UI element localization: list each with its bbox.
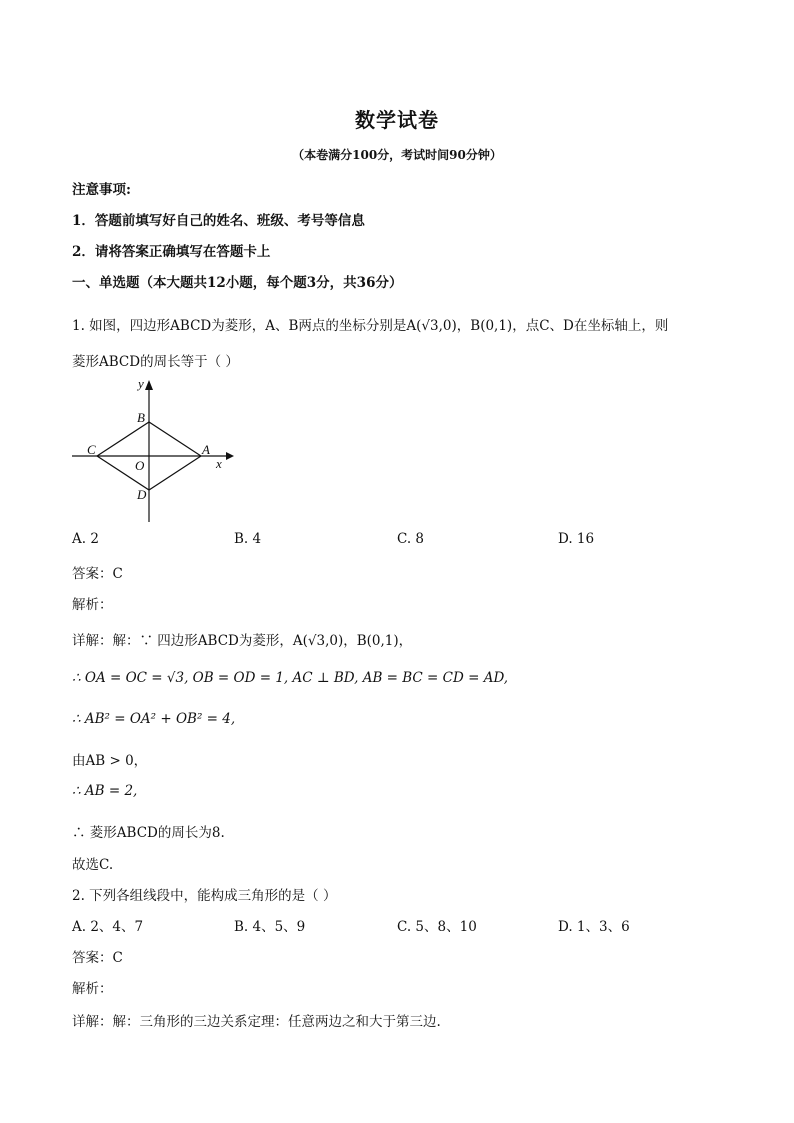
notice-item-2: 2．请将答案正确填写在答题卡上 — [72, 244, 271, 260]
q1-detail-3: ∴ AB² = OA² + OB² = 4, — [72, 711, 236, 727]
q1-detail-1: 详解：解：∵ 四边形ABCD为菱形，A(√3,0)，B(0,1)， — [72, 633, 413, 649]
notice-heading: 注意事项: — [72, 182, 131, 198]
label-A: A — [202, 442, 210, 457]
label-x: x — [216, 456, 222, 471]
q2-detail: 详解：解：三角形的三边关系定理：任意两边之和大于第三边. — [72, 1014, 441, 1030]
q2-option-b: B. 4、5、9 — [234, 919, 306, 935]
label-B: B — [137, 410, 145, 425]
q1-detail-5: ∴ AB = 2, — [72, 783, 138, 799]
q1-option-d: D. 16 — [558, 531, 595, 547]
notice-item-1: 1．答题前填写好自己的姓名、班级、考号等信息 — [72, 213, 365, 229]
q2-option-a: A. 2、4、7 — [72, 919, 144, 935]
x-axis-arrow — [226, 452, 234, 460]
label-O: O — [135, 458, 145, 473]
page-title: 数学试卷 — [355, 108, 439, 132]
q2-option-d: D. 1、3、6 — [558, 919, 630, 935]
q2-analysis: 解析： — [72, 981, 113, 997]
q1-analysis: 解析： — [72, 597, 113, 613]
section-heading: 一、单选题（本大题共12小题，每个题3分，共36分） — [72, 275, 403, 291]
y-axis-arrow — [145, 380, 153, 390]
q1-answer: 答案：C — [72, 566, 123, 582]
q1-stem-line-2: 菱形ABCD的周长等于（ ） — [72, 354, 239, 370]
q2-answer: 答案：C — [72, 950, 123, 966]
q1-detail-7: 故选C. — [72, 857, 114, 873]
q2-option-c: C. 5、8、10 — [397, 919, 477, 935]
page-subtitle: （本卷满分100分，考试时间90分钟） — [292, 148, 502, 162]
label-C: C — [87, 442, 96, 457]
q1-stem-line-1: 1. 如图，四边形ABCD为菱形，A、B两点的坐标分别是A(√3,0)，B(0,1)，点C、D在坐标轴上，则 — [72, 318, 669, 334]
label-y: y — [138, 376, 144, 391]
q1-detail-4: 由AB > 0， — [72, 753, 148, 769]
q1-detail-6: ∴ 菱形ABCD的周长为8. — [72, 825, 225, 841]
q1-option-b: B. 4 — [234, 531, 262, 547]
q1-detail-2: ∴ OA = OC = √3, OB = OD = 1, AC ⊥ BD, AB = BC = CD = AD, — [72, 670, 509, 686]
label-D: D — [137, 487, 147, 502]
q1-figure — [68, 376, 238, 526]
q2-stem: 2. 下列各组线段中，能构成三角形的是（ ） — [72, 888, 337, 904]
q1-option-c: C. 8 — [397, 531, 425, 547]
q1-option-a: A. 2 — [72, 531, 99, 547]
